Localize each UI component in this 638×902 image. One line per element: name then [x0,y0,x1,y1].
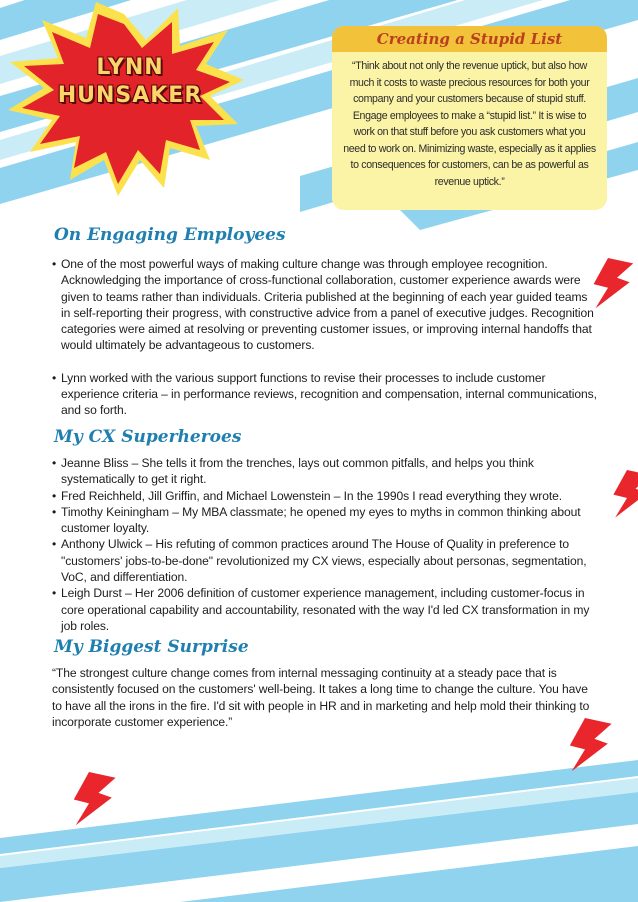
list-item: • Leigh Durst – Her 2006 definition of customer experience management, including customer-focus in core operational capability and accountability, resonated with the way I'd led CX transformation in my job roles. [52,585,598,634]
heroes-heading: My CX Superheroes [54,427,242,447]
list-item: • One of the most powerful ways of making culture change was through employee recognition. Acknowledging the importance of cross-functional collaboration, customer experience awards were given to teams rather than individuals. Criteria published at the beginning of each year guided teams in self-reporting their progress, with constructive advice from a panel of executive judges. Recognition categories were aimed at resolving or preventing customer issues, or improving internal handoffs that would ultimately be advantageous to customers. [52,256,598,354]
first-name: LYNN [96,55,164,80]
last-name: HUNSAKER [57,83,203,108]
list-item: • Fred Reichheld, Jill Griffin, and Michael Lowenstein – In the 1990s I read everything they wrote. [52,488,598,504]
surprise-text: “The strongest culture change comes from internal messaging continuity at a steady pace that is consistently focused on the customers' well-being. It takes a long time to change the culture. You have to have all the irons in the fire. I'd sit with people in HR and in marketing and help mold their thinking to incorporate customer experience.” [52,666,590,729]
quote-box-title: Creating a Stupid List [332,26,607,52]
engaging-heading: On Engaging Employees [54,225,286,245]
list-item: • Anthony Ulwick – His refuting of common practices around The House of Quality in preference to "customers' jobs-to-be-done" revolutionized my CX views, especially about personas, segmentation, VoC, and differentiation. [52,536,598,585]
list-item: • Jeanne Bliss – She tells it from the trenches, lays out common pitfalls, and helps you think systematically to get it right. [52,455,598,488]
list-item: • Lynn worked with the various support functions to revise their processes to include customer experience criteria – in performance reviews, recognition and compensation, internal communications, and so forth. [52,370,598,419]
heroes-list [52,455,598,634]
list-item: • Timothy Keiningham – My MBA classmate; he opened my eyes to myths in common thinking about customer loyalty. [52,504,598,537]
quote-box-text: “Think about not only the revenue uptick, but also how much it costs to waste precious resources for both your company and your customers because of stupid stuff. Engage employees to make a “stupid list.” It is wise to work on that stuff before you ask customers what you need to work on. Minimizing waste, especially as it applies to consequences for customers, can be as powerful as revenue uptick.” [343,60,596,188]
engaging-list [52,256,598,419]
surprise-heading: My Biggest Surprise [54,637,249,657]
name-title [40,54,220,110]
quote-box [332,26,607,210]
